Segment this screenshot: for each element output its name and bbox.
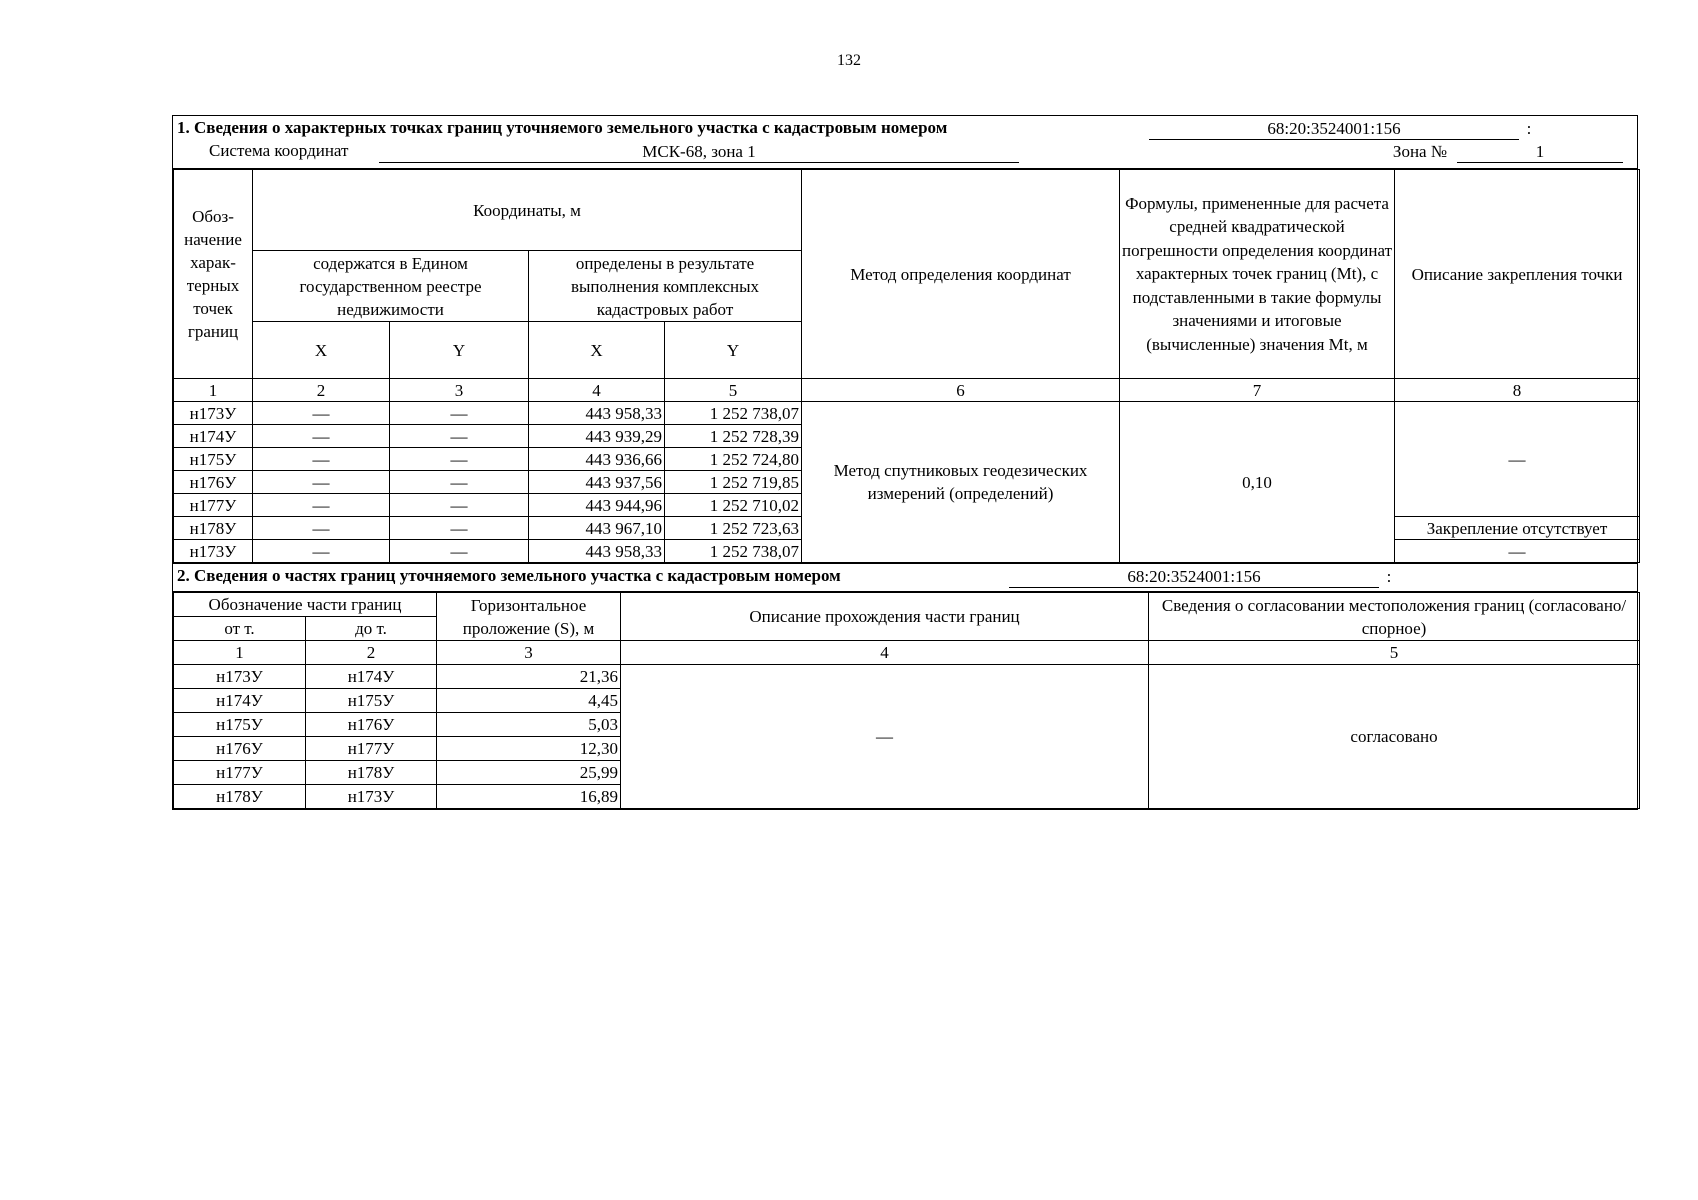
from-point: н177У [174, 761, 306, 785]
point-id: н173У [174, 540, 253, 563]
header-designation: Обоз-начение харак-терных точек границ [174, 170, 253, 379]
section2-title: 2. Сведения о частях границ уточняемого земельного участка с кадастровым номером [177, 566, 841, 585]
section1-title: 1. Сведения о характерных точках границ уточняемого земельного участка с кадастровым номером [177, 118, 948, 137]
table-row [174, 402, 1640, 425]
point-id: н173У [174, 402, 253, 425]
header-description: Описание прохождения части границ [621, 593, 1149, 641]
col-number: 4 [529, 379, 665, 402]
col-number: 3 [390, 379, 529, 402]
to-point: н177У [306, 737, 437, 761]
egrn-y: — [390, 517, 529, 540]
header-egrn-y: Y [390, 322, 529, 379]
col-number: 8 [1395, 379, 1640, 402]
header-part: Обозначение части границ [174, 593, 437, 617]
section1-cadastral-number: 68:20:3524001:156 [1149, 118, 1519, 140]
to-point: н174У [306, 665, 437, 689]
horizontal-value: 5,03 [437, 713, 621, 737]
parts-table [173, 592, 1640, 809]
egrn-y: — [390, 471, 529, 494]
page-number: 132 [837, 52, 861, 69]
section2-cadastral-number: 68:20:3524001:156 [1009, 566, 1379, 588]
points-table [173, 169, 1640, 563]
header-to: до т. [306, 617, 437, 641]
header-complex: определены в результате выполнения комплексных кадастровых работ [529, 251, 802, 322]
point-id: н177У [174, 494, 253, 517]
header-coordinates: Координаты, м [253, 170, 802, 251]
egrn-y: — [390, 448, 529, 471]
cadastral-document [172, 115, 1638, 810]
col-number: 1 [174, 379, 253, 402]
coord-y: 1 252 738,07 [665, 540, 802, 563]
header-egrn: содержатся в Едином государственном реестре недвижимости [253, 251, 529, 322]
coord-x: 443 944,96 [529, 494, 665, 517]
from-point: н175У [174, 713, 306, 737]
coord-x: 443 939,29 [529, 425, 665, 448]
egrn-y: — [390, 402, 529, 425]
horizontal-value: 16,89 [437, 785, 621, 809]
col-number: 2 [253, 379, 390, 402]
coord-y: 1 252 724,80 [665, 448, 802, 471]
col-number: 1 [174, 641, 306, 665]
coord-y: 1 252 710,02 [665, 494, 802, 517]
egrn-y: — [390, 494, 529, 517]
description-value: — [621, 665, 1149, 809]
egrn-x: — [253, 402, 390, 425]
coord-system-label: Система координат [209, 141, 349, 160]
fixing-value: — [1395, 540, 1640, 563]
col-number: 7 [1120, 379, 1395, 402]
to-point: н176У [306, 713, 437, 737]
column-number-row [174, 379, 1640, 402]
horizontal-value: 4,45 [437, 689, 621, 713]
col-number: 5 [665, 379, 802, 402]
coord-system-value: МСК-68, зона 1 [379, 141, 1019, 163]
zone-label: Зона № [1392, 142, 1448, 161]
from-point: н176У [174, 737, 306, 761]
to-point: н178У [306, 761, 437, 785]
egrn-x: — [253, 471, 390, 494]
egrn-y: — [390, 425, 529, 448]
coord-x: 443 936,66 [529, 448, 665, 471]
col-number: 4 [621, 641, 1149, 665]
from-point: н173У [174, 665, 306, 689]
mt-value: 0,10 [1120, 402, 1395, 563]
fixing-value: — [1395, 402, 1640, 517]
point-id: н178У [174, 517, 253, 540]
coord-y: 1 252 738,07 [665, 402, 802, 425]
to-point: н175У [306, 689, 437, 713]
col-number: 3 [437, 641, 621, 665]
point-id: н175У [174, 448, 253, 471]
section2-header [173, 563, 1637, 592]
coord-y: 1 252 728,39 [665, 425, 802, 448]
column-number-row [174, 641, 1640, 665]
egrn-x: — [253, 540, 390, 563]
coord-x: 443 967,10 [529, 517, 665, 540]
col-number: 6 [802, 379, 1120, 402]
horizontal-value: 21,36 [437, 665, 621, 689]
egrn-x: — [253, 517, 390, 540]
header-method: Метод определения координат [802, 170, 1120, 379]
horizontal-value: 25,99 [437, 761, 621, 785]
header-agreement: Сведения о согласовании местоположения границ (согласовано/спорное) [1149, 593, 1640, 641]
point-id: н176У [174, 471, 253, 494]
header-horizontal: Горизонтальное проложение (S), м [437, 593, 621, 641]
section2-colon: : [1386, 567, 1392, 586]
from-point: н178У [174, 785, 306, 809]
egrn-x: — [253, 448, 390, 471]
coord-y: 1 252 719,85 [665, 471, 802, 494]
egrn-x: — [253, 494, 390, 517]
section1-header [173, 116, 1637, 169]
zone-value: 1 [1457, 141, 1623, 163]
egrn-y: — [390, 540, 529, 563]
fixing-value: Закрепление отсутствует [1395, 517, 1640, 540]
horizontal-value: 12,30 [437, 737, 621, 761]
method-value: Метод спутниковых геодезических измерений (определений) [802, 402, 1120, 563]
table-row [174, 665, 1640, 689]
header-egrn-x: X [253, 322, 390, 379]
coord-y: 1 252 723,63 [665, 517, 802, 540]
header-complex-x: X [529, 322, 665, 379]
header-formulas: Формулы, примененные для расчета средней квадратической погрешности определения координат характерных точек границ (Mt), с подставленными в такие формулы значениями и итоговые (вычисленные) значения Mt, м [1120, 170, 1395, 379]
coord-x: 443 958,33 [529, 540, 665, 563]
coord-x: 443 958,33 [529, 402, 665, 425]
col-number: 5 [1149, 641, 1640, 665]
header-fixing: Описание закрепления точки [1395, 170, 1640, 379]
header-from: от т. [174, 617, 306, 641]
point-id: н174У [174, 425, 253, 448]
col-number: 2 [306, 641, 437, 665]
section1-colon: : [1526, 119, 1532, 138]
agreement-value: согласовано [1149, 665, 1640, 809]
coord-x: 443 937,56 [529, 471, 665, 494]
header-complex-y: Y [665, 322, 802, 379]
from-point: н174У [174, 689, 306, 713]
egrn-x: — [253, 425, 390, 448]
to-point: н173У [306, 785, 437, 809]
